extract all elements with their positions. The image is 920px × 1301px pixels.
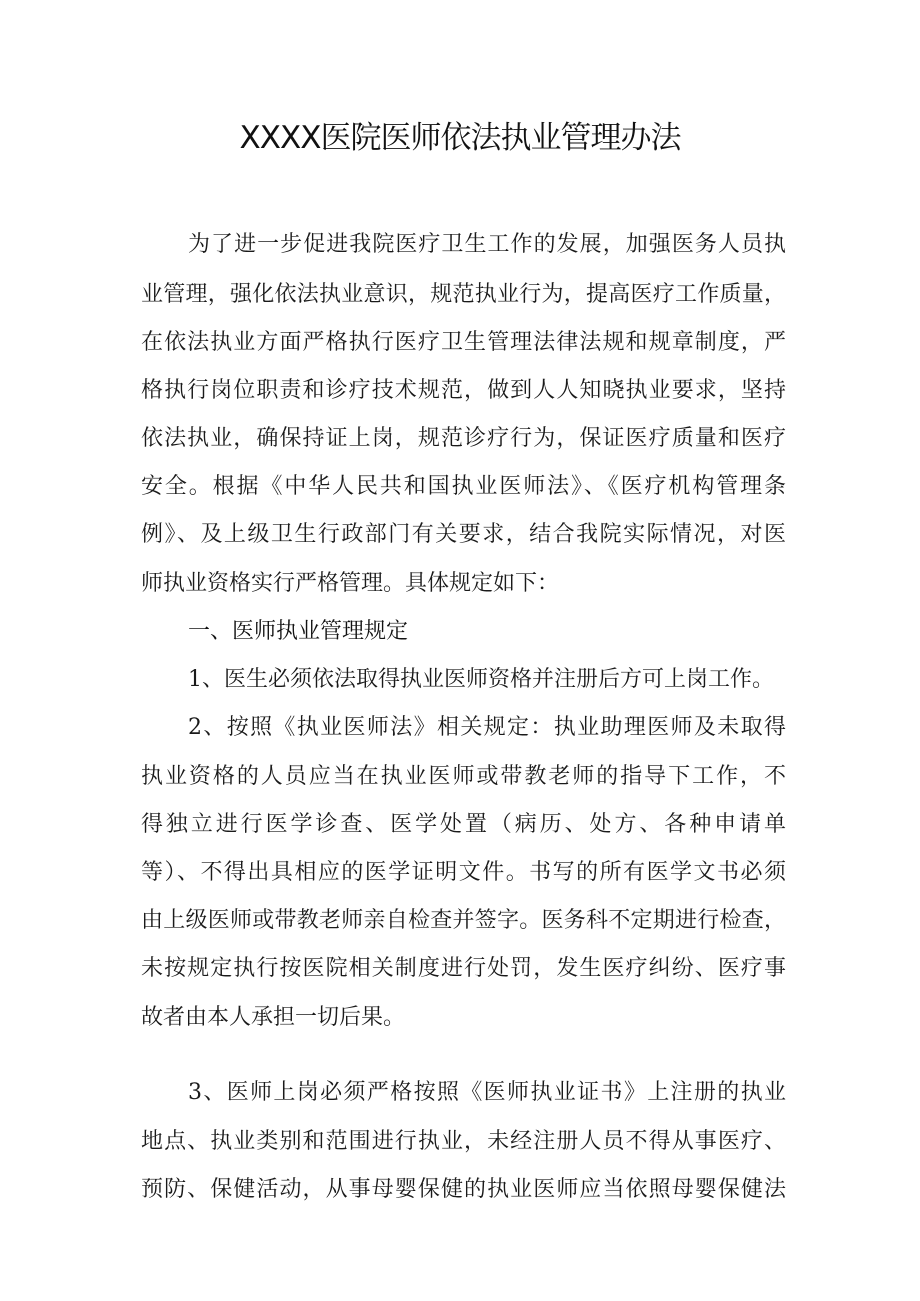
text-line: 例》、及上级卫生行政部门有关要求，结合我院实际情况，对医 (141, 522, 786, 547)
text-line: 格执行岗位职责和诊疗技术规范，做到人人知晓执业要求，坚持 (141, 378, 786, 403)
text-line: 师执业资格实行严格管理。具体规定如下： (141, 571, 560, 596)
section-heading: 一、医师执业管理规定 (188, 619, 409, 644)
text-line: 由上级医师或带教老师亲自检查并签字。医务科不定期进行检查， (141, 908, 786, 933)
text-line: 2、按照《执业医师法》相关规定：执业助理医师及未取得 (188, 715, 786, 740)
text-line: 执业资格的人员应当在执业医师或带教老师的指导下工作，不 (141, 764, 786, 789)
text-line: 3、医师上岗必须严格按照《医师执业证书》上注册的执业 (188, 1080, 786, 1105)
text-line: 预防、保健活动，从事母婴保健的执业医师应当依照母婴保健法 (141, 1177, 786, 1202)
text-line: 依法执业，确保持证上岗，规范诊疗行为，保证医疗质量和医疗 (141, 426, 786, 451)
text-line: 故者由本人承担一切后果。 (141, 1005, 406, 1030)
document-title: XXXX医院医师依法执业管理办法 (239, 120, 681, 156)
text-line: 业管理，强化依法执业意识，规范执业行为，提高医疗工作质量， (141, 282, 786, 307)
text-line: 在依法执业方面严格执行医疗卫生管理法律法规和规章制度，严 (141, 330, 786, 355)
text-line: 未按规定执行按医院相关制度进行处罚，发生医疗纠纷、医疗事 (141, 956, 786, 981)
text-line: 得独立进行医学诊查、医学处置（病历、处方、各种申请单 (141, 812, 786, 837)
text-line: 地点、执业类别和范围进行执业，未经注册人员不得从事医疗、 (141, 1129, 786, 1154)
text-line: 为了进一步促进我院医疗卫生工作的发展，加强医务人员执 (188, 232, 786, 257)
text-line: 等）、不得出具相应的医学证明文件。书写的所有医学文书必须 (141, 860, 786, 885)
text-line: 1、医生必须依法取得执业医师资格并注册后方可上岗工作。 (188, 667, 774, 692)
text-line: 安全。根据《中华人民共和国执业医师法》、《医疗机构管理条 (141, 474, 786, 499)
